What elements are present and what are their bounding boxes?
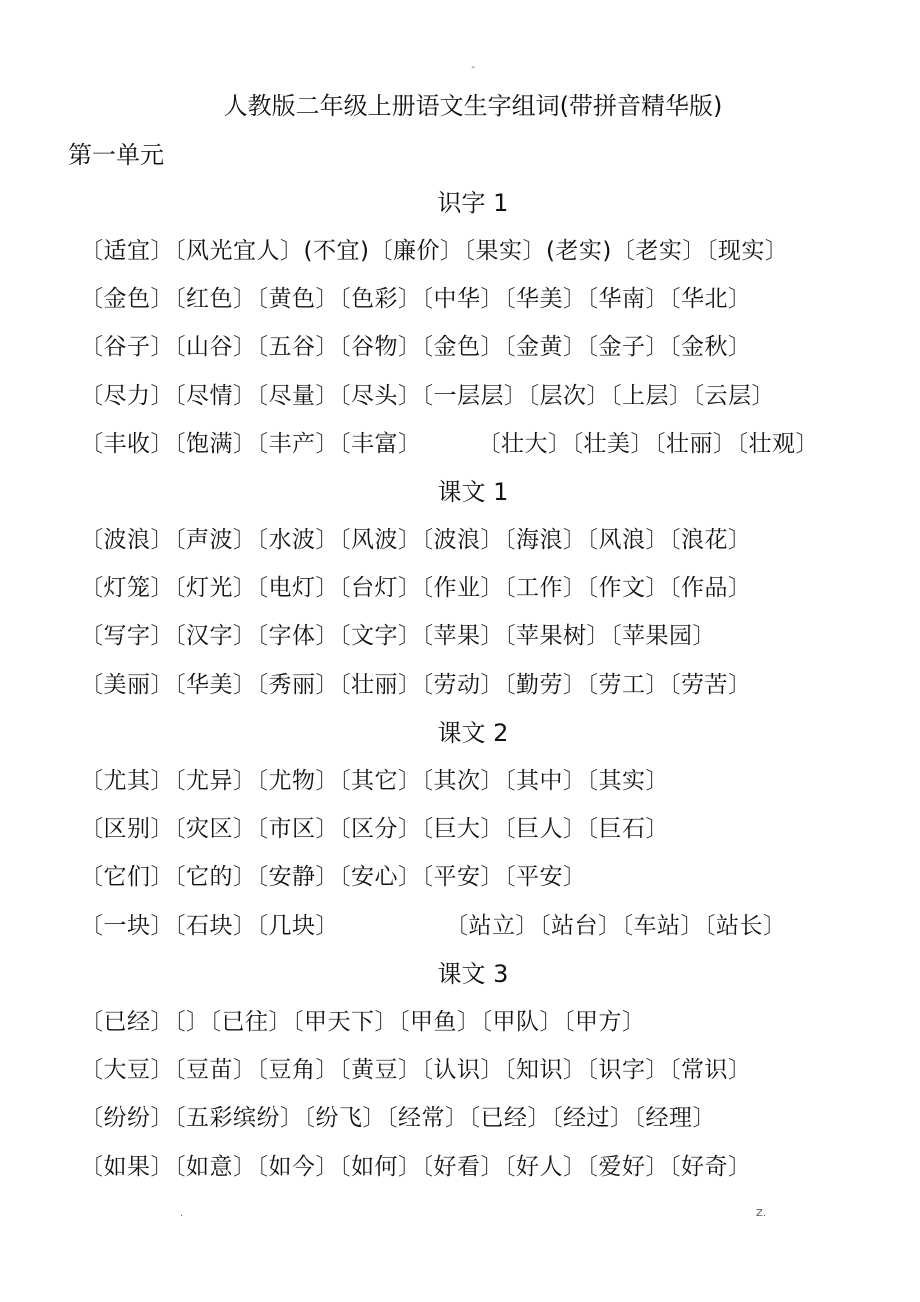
section-heading-kewen-3: 课文 3 (437, 960, 509, 988)
word-row-12: 〔它们〕〔它的〕〔安静〕〔安心〕〔平安〕〔平安〕 (80, 864, 587, 890)
word-group-5b: 〔壮大〕〔壮美〕〔壮丽〕〔壮观〕 (477, 431, 819, 457)
section-heading-shizi-1: 识字 1 (437, 189, 509, 217)
footer-right-mark: Z. (756, 1208, 767, 1219)
unit-heading: 第一单元 (68, 141, 164, 169)
word-row-7: 〔灯笼〕〔灯光〕〔电灯〕〔台灯〕〔作业〕〔工作〕〔作文〕〔作品〕 (80, 575, 752, 601)
word-row-9: 〔美丽〕〔华美〕〔秀丽〕〔壮丽〕〔劳动〕〔勤劳〕〔劳工〕〔劳苦〕 (80, 672, 752, 698)
header-mark: - (471, 62, 475, 73)
word-row-10: 〔尤其〕〔尤异〕〔尤物〕〔其它〕〔其次〕〔其中〕〔其实〕 (80, 768, 669, 794)
word-row-11: 〔区别〕〔灾区〕〔市区〕〔区分〕〔巨大〕〔巨人〕〔巨石〕 (80, 816, 669, 842)
word-group-13a: 〔一块〕〔石块〕〔几块〕 (80, 913, 339, 939)
word-row-3: 〔谷子〕〔山谷〕〔五谷〕〔谷物〕〔金色〕〔金黄〕〔金子〕〔金秋〕 (80, 334, 752, 360)
word-row-8: 〔写字〕〔汉字〕〔字体〕〔文字〕〔苹果〕〔苹果树〕〔苹果园〕 (80, 623, 716, 649)
word-row-4: 〔尽力〕〔尽情〕〔尽量〕〔尽头〕〔一层层〕〔层次〕〔上层〕〔云层〕 (80, 383, 775, 409)
word-row-16: 〔纷纷〕〔五彩缤纷〕〔纷飞〕〔经常〕〔已经〕〔经过〕〔经理〕 (80, 1105, 716, 1131)
footer-left-mark: . (180, 1208, 184, 1219)
page-title: 人教版二年级上册语文生字组词(带拼音精华版) (223, 92, 723, 120)
word-row-17: 〔如果〕〔如意〕〔如今〕〔如何〕〔好看〕〔好人〕〔爱好〕〔好奇〕 (80, 1154, 752, 1180)
section-heading-kewen-1: 课文 1 (437, 478, 509, 506)
word-row-1: 〔适宜〕〔风光宜人〕(不宜)〔廉价〕〔果实〕(老实)〔老实〕〔现实〕 (80, 238, 789, 264)
word-row-5 (80, 426, 819, 462)
word-group-13b: 〔站立〕〔站台〕〔车站〕〔站长〕 (445, 913, 787, 939)
word-row-15: 〔大豆〕〔豆苗〕〔豆角〕〔黄豆〕〔认识〕〔知识〕〔识字〕〔常识〕 (80, 1057, 752, 1083)
word-group-5a: 〔丰收〕〔饱满〕〔丰产〕〔丰富〕 (80, 431, 422, 457)
word-row-13 (80, 908, 787, 944)
word-row-14: 〔已经〕〔〕〔已往〕〔甲天下〕〔甲鱼〕〔甲队〕〔甲方〕 (80, 1009, 646, 1035)
section-heading-kewen-2: 课文 2 (437, 719, 509, 747)
word-row-6: 〔波浪〕〔声波〕〔水波〕〔风波〕〔波浪〕〔海浪〕〔风浪〕〔浪花〕 (80, 527, 752, 553)
word-row-2: 〔金色〕〔红色〕〔黄色〕〔色彩〕〔中华〕〔华美〕〔华南〕〔华北〕 (80, 286, 752, 312)
